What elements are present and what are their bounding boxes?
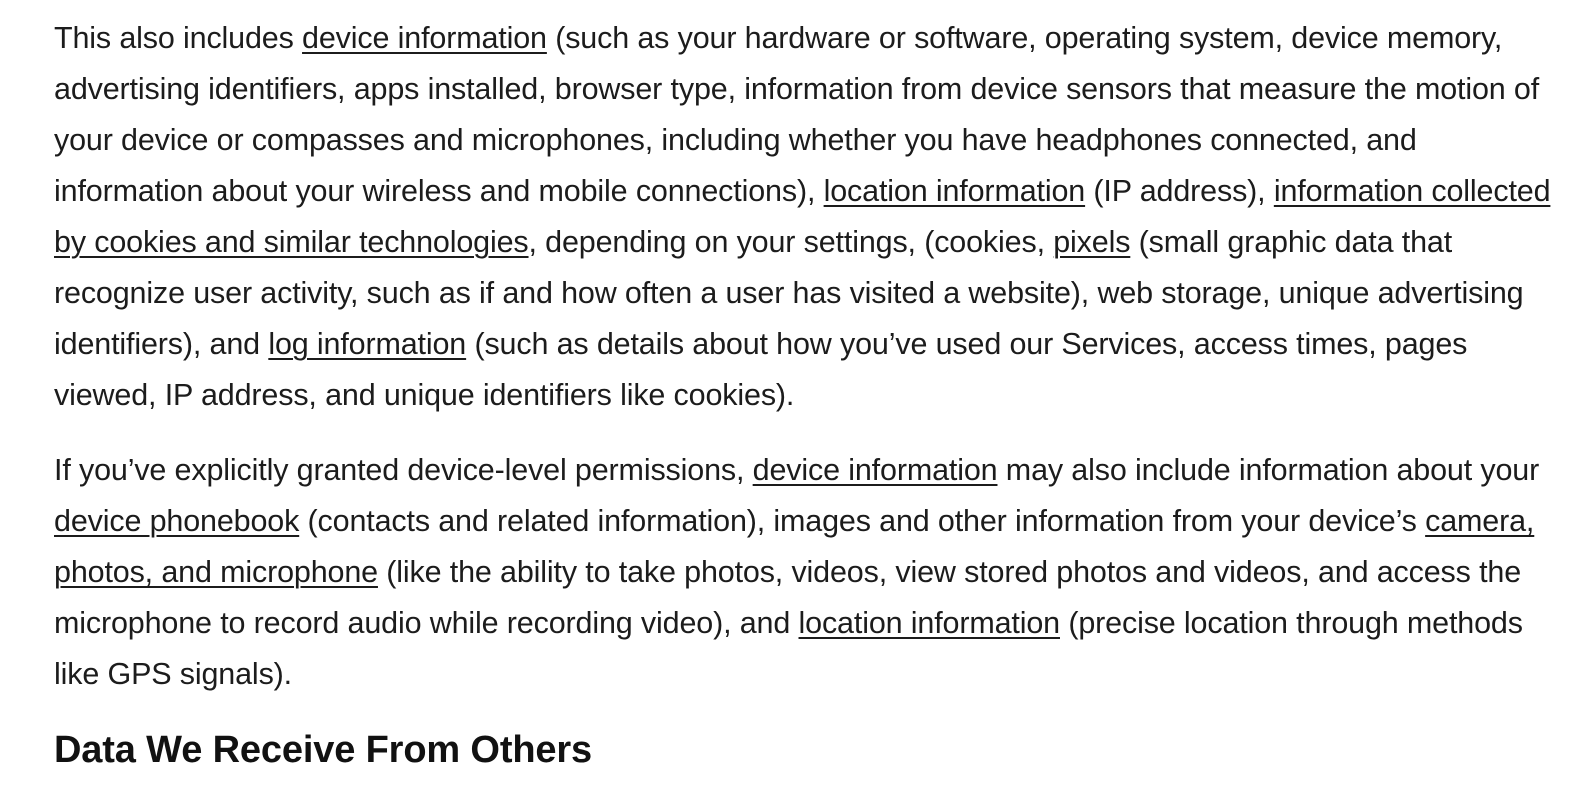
paragraph-device-info — [54, 13, 1554, 421]
text-segment: (such as details about how you’ve used our Services, access times, pages viewed, IP address, and unique identifiers like cookies). — [54, 327, 1468, 412]
paragraph-device-permissions — [54, 445, 1554, 700]
link-device-information-2[interactable]: device information — [752, 453, 998, 487]
text-segment: (like the ability to take photos, videos, view stored photos and videos, and access the microphone to record audio while recording video), and — [54, 555, 1522, 640]
text-segment: , depending on your settings, (cookies, — [528, 225, 1054, 259]
text-segment: (such as your hardware or software, operating system, device memory, advertising identifiers, apps installed, browser type, information from device sensors that measure the motion of your device or compasses and microphones, including whether you have headphones connected, and information about your wireless and mobile connections), — [54, 21, 1540, 208]
text-segment: If you’ve explicitly granted device-level permissions, — [54, 453, 753, 487]
link-log-information[interactable]: log information — [268, 327, 467, 361]
text-segment: (small graphic data that recognize user activity, such as if and how often a user has visited a website), web storage, unique advertising identifiers), and — [54, 225, 1524, 361]
text-segment: (IP address), — [1085, 174, 1274, 208]
link-camera-photos-microphone[interactable]: camera, photos, and microphone — [54, 504, 1535, 589]
text-segment: (precise location through methods like GPS signals). — [54, 606, 1523, 691]
text-segment: may also include information about your — [997, 453, 1540, 487]
policy-content — [54, 13, 1554, 774]
text-segment: This also includes — [54, 21, 303, 55]
link-cookies-and-similar-technologies[interactable]: information collected by cookies and similar technologies — [54, 174, 1551, 259]
link-location-information[interactable]: location information — [823, 174, 1086, 208]
link-device-phonebook[interactable]: device phonebook — [54, 504, 300, 538]
link-device-information[interactable]: device information — [302, 21, 547, 55]
link-pixels[interactable]: pixels — [1053, 225, 1131, 259]
section-heading-data-from-others: Data We Receive From Others — [54, 729, 593, 771]
link-location-information-2[interactable]: location information — [798, 606, 1060, 640]
text-segment: (contacts and related information), images and other information from your device’s — [299, 504, 1426, 538]
